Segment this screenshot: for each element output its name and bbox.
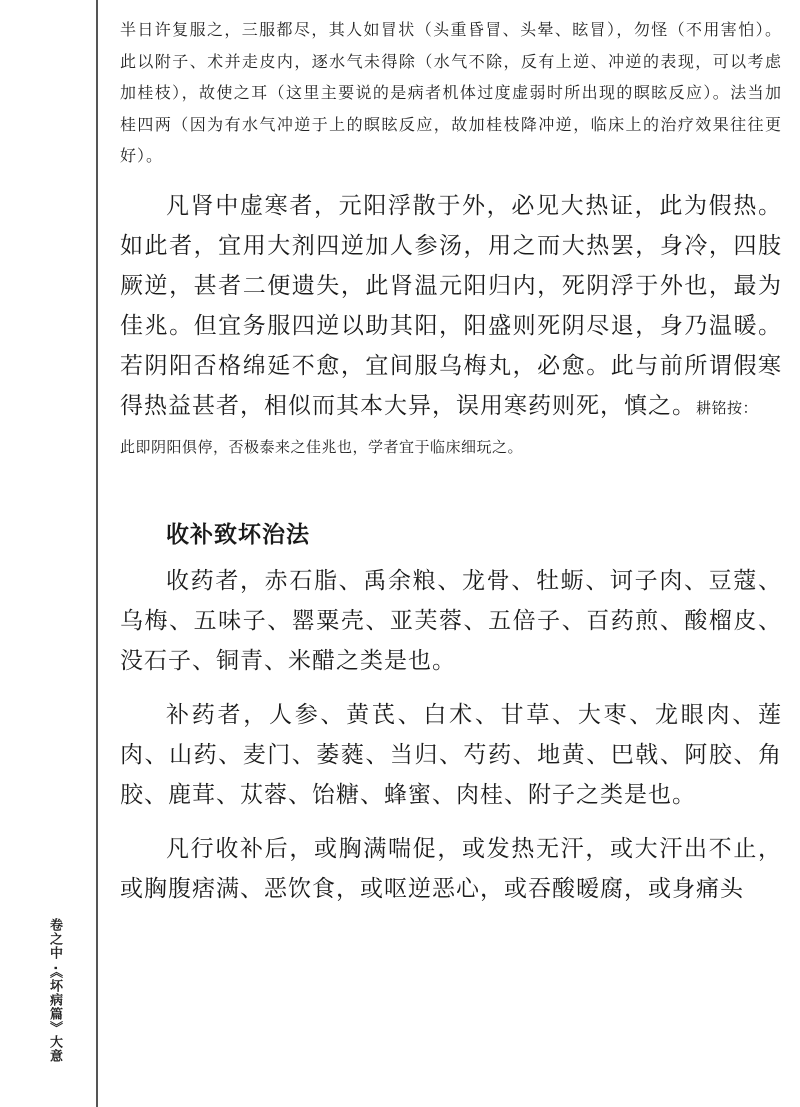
body-paragraph-text: 凡肾中虚寒者，元阳浮散于外，必见大热证，此为假热。如此者，宜用大剂四逆加人参汤，用之而大热罢，身冷，四肢厥逆，甚者二便遗失，此肾温元阳归内，死阴浮于外也，最为佳兆。但宜务服四逆以助其阳，阳盛则死阴尽退，身乃温暖。若阴阳否格绵延不愈，宜间服乌梅丸，必愈。此与前所谓假寒得热益甚者，相似而其本大异，误用寒药则死，慎之。 bbox=[120, 192, 782, 419]
body-paragraph-after-effects: 凡行收补后，或胸满喘促，或发热无汗，或大汗出不止，或胸腹痞满、恶饮食，或呕逆恶心，或吞酸暧腐，或身痛头 bbox=[120, 835, 782, 902]
body-paragraph-false-heat bbox=[120, 186, 782, 428]
section-heading: 收补致坏治法 bbox=[166, 521, 310, 548]
annotation-paragraph: 半日许复服之，三服都尽，其人如冒状（头重昏冒、头晕、眩冒），勿怪（不用害怕）。此以附子、术并走皮内，逐水气未得除（水气不除，反有上逆、冲逆的表现，可以考虑加桂枝），故使之耳（这里主要说的是病者机体过度虚弱时所出现的瞑眩反应）。法当加桂四两（因为有水气冲逆于上的瞑眩反应，故加桂枝降冲逆，临床上的治疗效果往往更好）。 bbox=[120, 20, 782, 165]
commentary-text: 此即阴阳俱停，否极泰来之佳兆也，学者宜于临床细玩之。 bbox=[120, 437, 524, 456]
commentary-label: 耕铭按： bbox=[696, 398, 759, 417]
margin-rule bbox=[96, 0, 98, 1107]
page-content bbox=[120, 14, 782, 909]
body-paragraph-astringent: 收药者，赤石脂、禹余粮、龙骨、牡蛎、诃子肉、豆蔻、乌梅、五味子、罂粟壳、亚芙蓉、五倍子、百药煎、酸榴皮、没石子、铜青、米醋之类是也。 bbox=[120, 567, 782, 674]
running-head: 卷之中 ·《坏病篇》大意 bbox=[47, 918, 62, 1063]
body-paragraph-tonic: 补药者，人参、黄芪、白术、甘草、大枣、龙眼肉、莲肉、山药、麦门、萎蕤、当归、芍药、地黄、巴戟、阿胶、角胶、鹿茸、苁蓉、饴糖、蜂蜜、肉桂、附子之类是也。 bbox=[120, 701, 782, 808]
